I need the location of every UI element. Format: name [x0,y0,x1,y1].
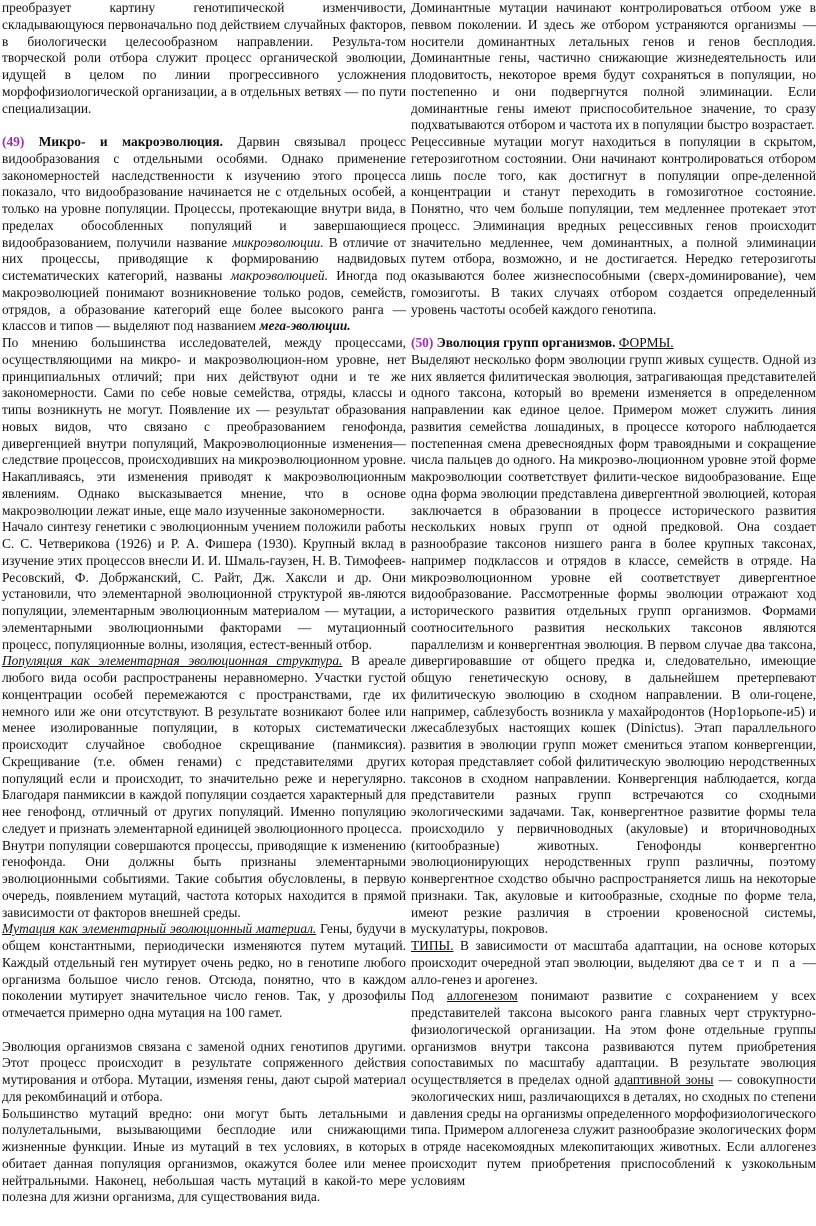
left-column [2,0,406,1206]
section-49-number: (49) [2,134,25,149]
term-megaevolution: мега-эволюции. [259,318,351,334]
mutation-text: Гены, будучи в общем константными, периодически изменяются путем мутаций. Каждый отдельный ген мутирует очень редко, но в генотипе любого организма большое число генов. Отсюда, понятно, что в каждом поколении мутирует значительное число генов. Так, у дрозофилы отмечается примерно одна мутация на 100 гамет. [2,921,406,1020]
section-49-title: Микро- и макроэволюция. [38,134,223,149]
paragraph-opinion: По мнению большинства исследователей, между процессами, осуществляющими на микро- и макроэволюцион-ном уровне, нет принципиальных отличий; при них действуют одни и те же закономерности. Сами по себе новые семейства, отряды, классы и типы возникнуть не могут. Появление их — результат образования новых видов, что связано с преобразованием генофонда, дивергенцией внутри популяций, Макроэволюционные изменения— следствие процессов, происходивших на микроэволюционном уровне. Накапливаясь, эти изменения приводят к макроэволюционным явлениям. Однако высказывается мнение, что в основе макроэволюции лежат иные, еще мало изученные закономерности. [2,335,406,518]
section-49-text-3: Иногда под макроэволюцией понимают возникновение только родов, семейств, отрядов, а образование категорий еще более высокого ранга — классов и типов — выделяют под названием [2,268,406,334]
paragraph-harmful: Большинство мутаций вредно: они могут быть летальными и полулетальными, вызывающими бесплодие или снижающими жизненные функции. Иные из мутаций в тех условиях, в которых обитает данная популяция организмов, окажутся более или менее нейтральными. Наконец, небольшая часть мутаций в какой-то мере полезна для жизни организма, для существования вида. [2,1105,406,1205]
types-text-2: — алло-генез и арогенез. [411,954,816,987]
term-adaptive-zone: адаптивной зоны [614,1072,714,1087]
term-macroevolution: макроэволюцией. [230,268,328,283]
section-49-text-2: В отличие от них процессы, приводящие к формированию надвидовых систематических категорий, названы [2,234,406,283]
section-50-title: Эволюция групп организмов. [436,335,616,350]
paragraph-mutation [2,921,406,1022]
paragraph-recessive: Рецессивные мутации могут находиться в популяции в скрытом, гетерозиготном состоянии. Они начинают контролироваться отбором лишь после того, как достигнут в популяции опре-деленной концентрации и станут переходить в гомозиготное состояние. Понятно, что чем больше популяции, тем медленнее протекает этот процесс. Элиминация вредных рецессивных генов происходит значительно медленнее, чем доминантных, а полной элиминации путем отбора, возможно, и не достигается. Нередко гетерозиготы оказываются более жизнеспособными (сверх-доминирование), чем гомозиготы. В таких случаях отбором создается определенный уровень частоты особей каждого генотипа. [411,134,816,317]
paragraph-intro: преобразует картину генотипической изменчивости, складывающуюся первоначально под действием случайных факторов, в биологически целесообразном направлении. Результа-том творческой роли отбора служит процесс органической эволюции, идущей в целом по линии прогрессивного усложнения морфофизиологической организации, а в отдельных ветвях — по пути специализации. [2,0,406,116]
paragraph-synthesis: Начало синтезу генетики с эволюционным учением положили работы С. С. Четверикова (1926) и Р. А. Фишера (1930). Крупный вклад в изучение этих процессов внесли И. И. Шмаль-гаузен, Н. В. Тимофеев-Ресовский, Ф. Добржанский, С. Райт, Дж. Хаксли и др. Они установили, что элементарной эволюционной структурой яв-ляются популяции, элементарным эволюционным материалом — мутации, а элементарными эволюционными факторами — мутационный процесс, популяционные волны, изоляция, естест-венный отбор. [2,519,406,652]
paragraph-dominant: Доминантные мутации начинают контролироваться отбоом уже в певвом поколении. И здесь же отбором устраняются организмы — носители доминантных летальных генов и генов бесплодия. Доминантные гены, частично снижающие жизнедеятельность или плодовитость, некоторое время будут сохраняться в популяции, но постепенно и они подвергнутся полной элиминации. Если доминантные гены имеют приспособительное значение, то сразу подхватываются отбором и частота их в популяции быстро возрастает. [411,0,816,133]
section-49 [2,134,406,335]
population-text: В ареале любого вида особи распространены неравномерно. Участки густой концентрации особей перемежаются с пространствами, где их немного или же они отсутствуют. В результате возникают более или менее изолированные популяции, в которых систематически происходит случайное свободное скрещивание (панмиксия). Скрещивание (т.е. обмен генами) с представителями других популяций если и происходит, то значительно реже и нерегулярно. Благодаря панмиксии в каждой популяции создается характерный для нее генофонд, отличный от других популяций. Именно популяцию следует и признать элементарной единицей эволюционного процесса. [2,653,406,836]
paragraph-population [2,653,406,837]
types-text-1: В зависимости от масштаба адаптации, на основе которых происходит очередной этап эволюции, выделяют два се [411,938,816,970]
paragraph-types [411,938,816,988]
right-column [411,0,816,1189]
population-heading: Популяция как элементарная эволюционная структура. [2,653,343,669]
term-allogenesis: аллогенезом [446,988,518,1004]
paragraph-allogenesis [411,988,816,1189]
allogenesis-text-1: Под [411,988,447,1004]
allogenesis-text-3: — совокупности экологических ниш, различающихся в деталях, но сходных по степени давления среды на организмы определенного морфофизиологического типа. Примером аллогенеза служит разнообразие экологических форм в отряде насекомоядных млекопитающих животных. Если аллогенез происходит путем приобретения приспособлений к узкокольным условиям [411,1072,816,1188]
spacer [2,1022,406,1039]
paragraph-inside-population: Внутри популяции совершаются процессы, приводящие к изменению генофонда. Они должны быть признаны элементарными эволюционными событиями. Такие события обусловлены, в первую очередь, появлением мутаций, частота которых находится в прямой зависимости от факторов внешней среды. [2,837,406,920]
mutation-heading: Мутация как элементарный эволюционный материал. [2,921,317,937]
spacer [2,117,406,134]
section-50-text: Выделяют несколько форм эволюции групп живых существ. Одной из них является филитическая эволюция, затрагивающая представителей одного таксона, который во времени изменяется в определенном направлении как единое целое. Примером может служить линия развития семейства лошадиных, в процессе которого наблюдается постепенная смена древесноядных форм травоядными и сокращение числа пальцев до одного. На микроэво-люционном уровне этой форме макроэволюции соответствует филити-ческое видообразование. Еще одна форма эволюции представлена дивергентной эволюцией, которая заключается в образовании в процессе исторического развития нескольких новых групп от одной предковой. Она создает разнообразие таксонов низшего ранга в более крупных таксонах, например подклассов и отрядов в классе, семейств в отряде. На микроэволюционном уровне ей соответствует дивергентное видообразование. Рассмотренные формы эволюции отражают ход исторического развития отдельных групп организмов. Формами соотносительного развития нескольких таксонов являются параллелизм и конвергентная эволюция. В первом случае два таксона, дивергировавшие от общего предка и, следовательно, имеющие общую генетическую основу, в дальнейшем претерпевают филитическую эволюцию в сходном направлении. В оли-гоцене, например, саблезубость возникла у махайродонтов (Hop1opьопе-и5) и лжесаблезубых настоящих кошек (Dinictus). Этап параллельного развития в эволюции групп может смениться этапом конвергенции, которая представляет собой филитическую эволюцию неродственных таксонов в сходном направлении. Конвергенция наблюдается, когда представители разных групп встречаются со сходными экологическими задачами. Так, конвергентное развитие формы тела происходило у первичноводных (акуловые) и вторичноводных (китообразные) животных. Генофонды конвергентно эволюционирующих неродственных групп различны, поэтому конвергентное сходство обычно распространяется лишь на некоторые признаки. Так, акуловые и китообразные, сходные по форме тела, имеют резкие различия в строении кровеносной системы, мускулатуры, покровов. [411,351,816,937]
section-49-text-1: Дарвин связывал процесс видообразования с отдельными особями. Однако применение закономерностей наследственности к изучению этого процесса показало, что видообразование начинается не с отдельных особей, а только на уровне популяции. Процессы, протекающие внутри вида, в пределах обособленных популяций и завершающиеся видообразованием, получили название [2,134,406,250]
section-50-number: (50) [411,335,434,350]
section-50-heading [411,335,816,352]
forms-label: ФОРМЫ. [618,335,674,350]
types-label: ТИПЫ. [411,938,454,953]
term-microevolution: микроэволюции. [232,234,324,250]
allogenesis-text-2: понимают развитие с сохранением у всех представителей таксона высокого ранга главных черт структурно-физиологической организации. На этом фоне отдельные группы организмов внутри таксона развиваются путем приобретения сопоставимых по масштабу адаптации. В результате эволюция осуществляется в пределах одной [411,988,816,1087]
paragraph-evolution: Эволюция организмов связана с заменой одних генотипов другими. Этот процесс происходит в результате сопряженного действия мутирования и отбора. Мутации, изменяя гены, дают сырой материал для рекомбинаций и отбора. [2,1038,406,1104]
types-spaced-word: т и п а [738,954,799,970]
spacer [411,318,816,335]
